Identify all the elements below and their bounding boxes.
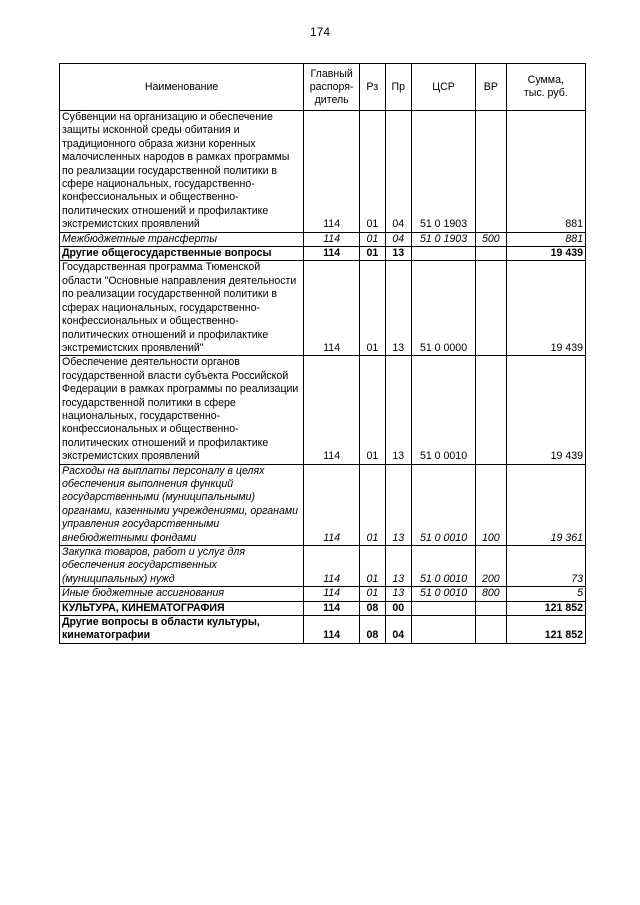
table-row (60, 111, 586, 233)
header-gr-line3: дитель (314, 93, 349, 106)
row-gr: 114 (304, 247, 360, 261)
row-sum: 73 (506, 546, 585, 587)
row-name: Обеспечение деятельности органов государственной власти субъекта Российской Федерации в рамках программы по реализации государственной политики в сфере национальных, государственно-конфессиональных и общественно-политических отношений и профилактике экстремистских проявлений (60, 356, 304, 464)
row-vr: 800 (476, 587, 507, 601)
row-rz: 01 (360, 232, 385, 246)
row-sum: 881 (506, 232, 585, 246)
row-gr: 114 (304, 356, 360, 464)
row-csr: 51 0 0000 (411, 261, 475, 356)
table-row (60, 616, 586, 644)
table-row (60, 546, 586, 587)
row-sum: 121 852 (506, 616, 585, 644)
row-vr (476, 111, 507, 233)
row-rz: 01 (360, 464, 385, 545)
row-csr: 51 0 1903 (411, 111, 475, 233)
header-sum-line1: Сумма, (527, 74, 564, 86)
row-sum: 121 852 (506, 601, 585, 615)
row-csr: 51 0 0010 (411, 587, 475, 601)
row-rz: 01 (360, 247, 385, 261)
row-sum: 881 (506, 111, 585, 233)
row-sum: 5 (506, 587, 585, 601)
row-gr: 114 (304, 546, 360, 587)
row-name: Субвенции на организацию и обеспечение защиты исконной среды обитания и традиционного образа жизни коренных малочисленных народов в рамках программы по реализации государственной политики в сфере национальных, государственно-конфессиональных и общественно-политических отношений и профилактике экстремистских проявлений (60, 111, 304, 233)
row-vr (476, 616, 507, 644)
row-sum: 19 361 (506, 464, 585, 545)
row-rz: 01 (360, 261, 385, 356)
row-gr: 114 (304, 464, 360, 545)
row-name: Межбюджетные трансферты (60, 232, 304, 246)
row-csr: 51 0 0010 (411, 464, 475, 545)
row-name: Расходы на выплаты персоналу в целях обеспечения выполнения функций государственными (муниципальными) органами, казенными учреждениями, органами управления государственными внебюджетными фондами (60, 464, 304, 545)
header-csr: ЦСР (411, 64, 475, 111)
row-sum: 19 439 (506, 261, 585, 356)
row-name: КУЛЬТУРА, КИНЕМАТОГРАФИЯ (60, 601, 304, 615)
row-name: Закупка товаров, работ и услуг для обеспечения государственных (муниципальных) нужд (60, 546, 304, 587)
header-gr-line2: распоря- (309, 80, 354, 93)
row-vr (476, 261, 507, 356)
row-csr (411, 601, 475, 615)
row-pr: 13 (385, 546, 411, 587)
header-vr: ВР (476, 64, 507, 111)
table-row (60, 601, 586, 615)
row-pr: 13 (385, 247, 411, 261)
row-csr (411, 247, 475, 261)
table-row (60, 464, 586, 545)
row-vr (476, 247, 507, 261)
header-gr-line1: Главный (310, 67, 353, 80)
row-pr: 04 (385, 616, 411, 644)
row-csr: 51 0 0010 (411, 546, 475, 587)
row-vr (476, 356, 507, 464)
row-gr: 114 (304, 261, 360, 356)
row-name: Другие общегосударственные вопросы (60, 247, 304, 261)
row-rz: 01 (360, 587, 385, 601)
row-vr (476, 601, 507, 615)
row-pr: 13 (385, 356, 411, 464)
row-name: Другие вопросы в области культуры, кинематографии (60, 616, 304, 644)
budget-table (59, 63, 586, 644)
row-rz: 01 (360, 356, 385, 464)
row-csr: 51 0 1903 (411, 232, 475, 246)
table-header-row (60, 64, 586, 111)
row-csr: 51 0 0010 (411, 356, 475, 464)
row-csr (411, 616, 475, 644)
row-rz: 01 (360, 546, 385, 587)
table-row (60, 356, 586, 464)
header-sum (506, 64, 585, 111)
page-number: 174 (309, 25, 331, 39)
row-sum: 19 439 (506, 356, 585, 464)
row-gr: 114 (304, 616, 360, 644)
row-pr: 13 (385, 261, 411, 356)
row-gr: 114 (304, 601, 360, 615)
row-pr: 04 (385, 111, 411, 233)
table-row (60, 247, 586, 261)
row-pr: 04 (385, 232, 411, 246)
row-pr: 00 (385, 601, 411, 615)
row-pr: 13 (385, 464, 411, 545)
header-main-administrator (304, 64, 360, 111)
row-name: Иные бюджетные ассигнования (60, 587, 304, 601)
row-vr: 500 (476, 232, 507, 246)
table-row (60, 232, 586, 246)
row-gr: 114 (304, 232, 360, 246)
header-pr: Пр (385, 64, 411, 111)
row-rz: 08 (360, 616, 385, 644)
row-sum: 19 439 (506, 247, 585, 261)
table-row (60, 587, 586, 601)
row-rz: 01 (360, 111, 385, 233)
row-rz: 08 (360, 601, 385, 615)
row-gr: 114 (304, 111, 360, 233)
header-name: Наименование (60, 64, 304, 111)
table-row (60, 261, 586, 356)
row-vr: 100 (476, 464, 507, 545)
row-name: Государственная программа Тюменской области "Основные направления деятельности по реализации государственной политики в сферах национальных, государственно-конфессиональных и общественно-политических отношений и профилактике экстремистских проявлений" (60, 261, 304, 356)
header-rz: Рз (360, 64, 385, 111)
row-pr: 13 (385, 587, 411, 601)
header-sum-line2: тыс. руб. (523, 87, 568, 99)
row-vr: 200 (476, 546, 507, 587)
row-gr: 114 (304, 587, 360, 601)
